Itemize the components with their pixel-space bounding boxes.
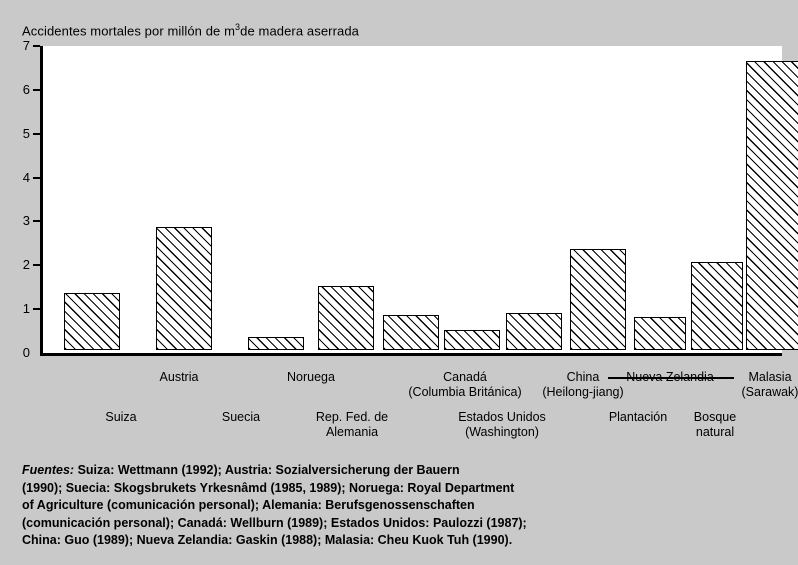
y-tick-label: 4 xyxy=(22,169,30,185)
category-label-line2: natural xyxy=(695,425,735,439)
y-tick-mark xyxy=(33,45,40,47)
category-label-line1: Suiza xyxy=(105,410,137,424)
group-bracket xyxy=(608,377,734,379)
y-tick-label: 3 xyxy=(22,213,30,229)
category-label-line1: Estados Unidos xyxy=(458,410,546,424)
bar xyxy=(64,293,120,350)
chart-title-prefix: Accidentes mortales por millón de m xyxy=(22,23,236,39)
category-labels xyxy=(40,360,798,446)
y-tick-label: 0 xyxy=(22,345,30,360)
bars-container xyxy=(46,46,782,350)
y-tick-label: 1 xyxy=(22,301,30,317)
category-label-line2: (Sarawak) xyxy=(741,385,798,399)
bar xyxy=(318,286,374,350)
category-label xyxy=(221,370,401,385)
bar xyxy=(506,313,562,350)
y-tick-mark xyxy=(33,220,40,222)
y-tick-mark xyxy=(33,89,40,91)
footnote-line-2: of Agriculture (comunicación personal); Alemania: Berufsgenossenschaften xyxy=(22,498,475,512)
bar xyxy=(248,337,304,350)
y-tick-label: 6 xyxy=(22,81,30,97)
category-label-line1: Noruega xyxy=(287,370,335,384)
category-label-line1: Suecia xyxy=(221,410,261,424)
category-label-line1: Canadá xyxy=(443,370,487,384)
category-label-line1: Plantación xyxy=(608,410,668,424)
category-label-line2: (Heilong-jiang) xyxy=(542,385,624,399)
footnote-line-1: (1990); Suecia: Skogsbrukets Yrkesnâmd (1985, 1989); Noruega: Royal Department xyxy=(22,480,515,495)
y-tick-mark xyxy=(33,133,40,135)
y-tick-label: 7 xyxy=(22,38,30,53)
y-tick-label: 5 xyxy=(22,125,30,141)
y-tick-label: 2 xyxy=(22,257,30,273)
category-label-line1: Malasia xyxy=(748,370,792,384)
footnote xyxy=(22,462,722,550)
bar xyxy=(634,317,686,350)
chart-title xyxy=(22,22,359,38)
category-label-line1: China xyxy=(566,370,600,384)
y-tick-mark xyxy=(33,308,40,310)
chart-title-superscript: 3 xyxy=(235,22,241,32)
category-label-line1: Bosque xyxy=(693,410,737,424)
bar xyxy=(746,61,798,350)
bar xyxy=(383,315,439,350)
category-label-line2: (Washington) xyxy=(465,425,539,439)
bar xyxy=(444,330,500,350)
category-label-line1: Rep. Fed. de xyxy=(315,410,389,424)
y-tick-mark xyxy=(33,264,40,266)
category-label xyxy=(680,370,798,400)
plot-wrap xyxy=(40,46,782,356)
bar xyxy=(570,249,626,350)
footnote-label: Fuentes: xyxy=(22,463,75,477)
category-label xyxy=(625,410,798,440)
y-tick-mark xyxy=(33,177,40,179)
footnote-line-0: Suiza: Wettmann (1992); Austria: Sozialversicherung der Bauern xyxy=(74,463,460,477)
footnote-line-4: China: Guo (1989); Nueva Zelandia: Gaskin (1988); Malasia: Cheu Kuok Tuh (1990). xyxy=(22,533,513,547)
footnote-line-3: (comunicación personal); Canadá: Wellburn (1989); Estados Unidos: Paulozzi (1987); xyxy=(22,515,527,530)
chart-title-suffix: de madera aserrada xyxy=(240,23,360,39)
bar xyxy=(691,262,743,350)
category-label-line1: Austria xyxy=(159,370,199,384)
plot-area xyxy=(40,46,782,356)
y-axis xyxy=(0,38,40,360)
bar xyxy=(156,227,212,350)
category-label-line2: (Columbia Británica) xyxy=(408,385,522,399)
category-label-line2: Alemania xyxy=(325,425,379,439)
